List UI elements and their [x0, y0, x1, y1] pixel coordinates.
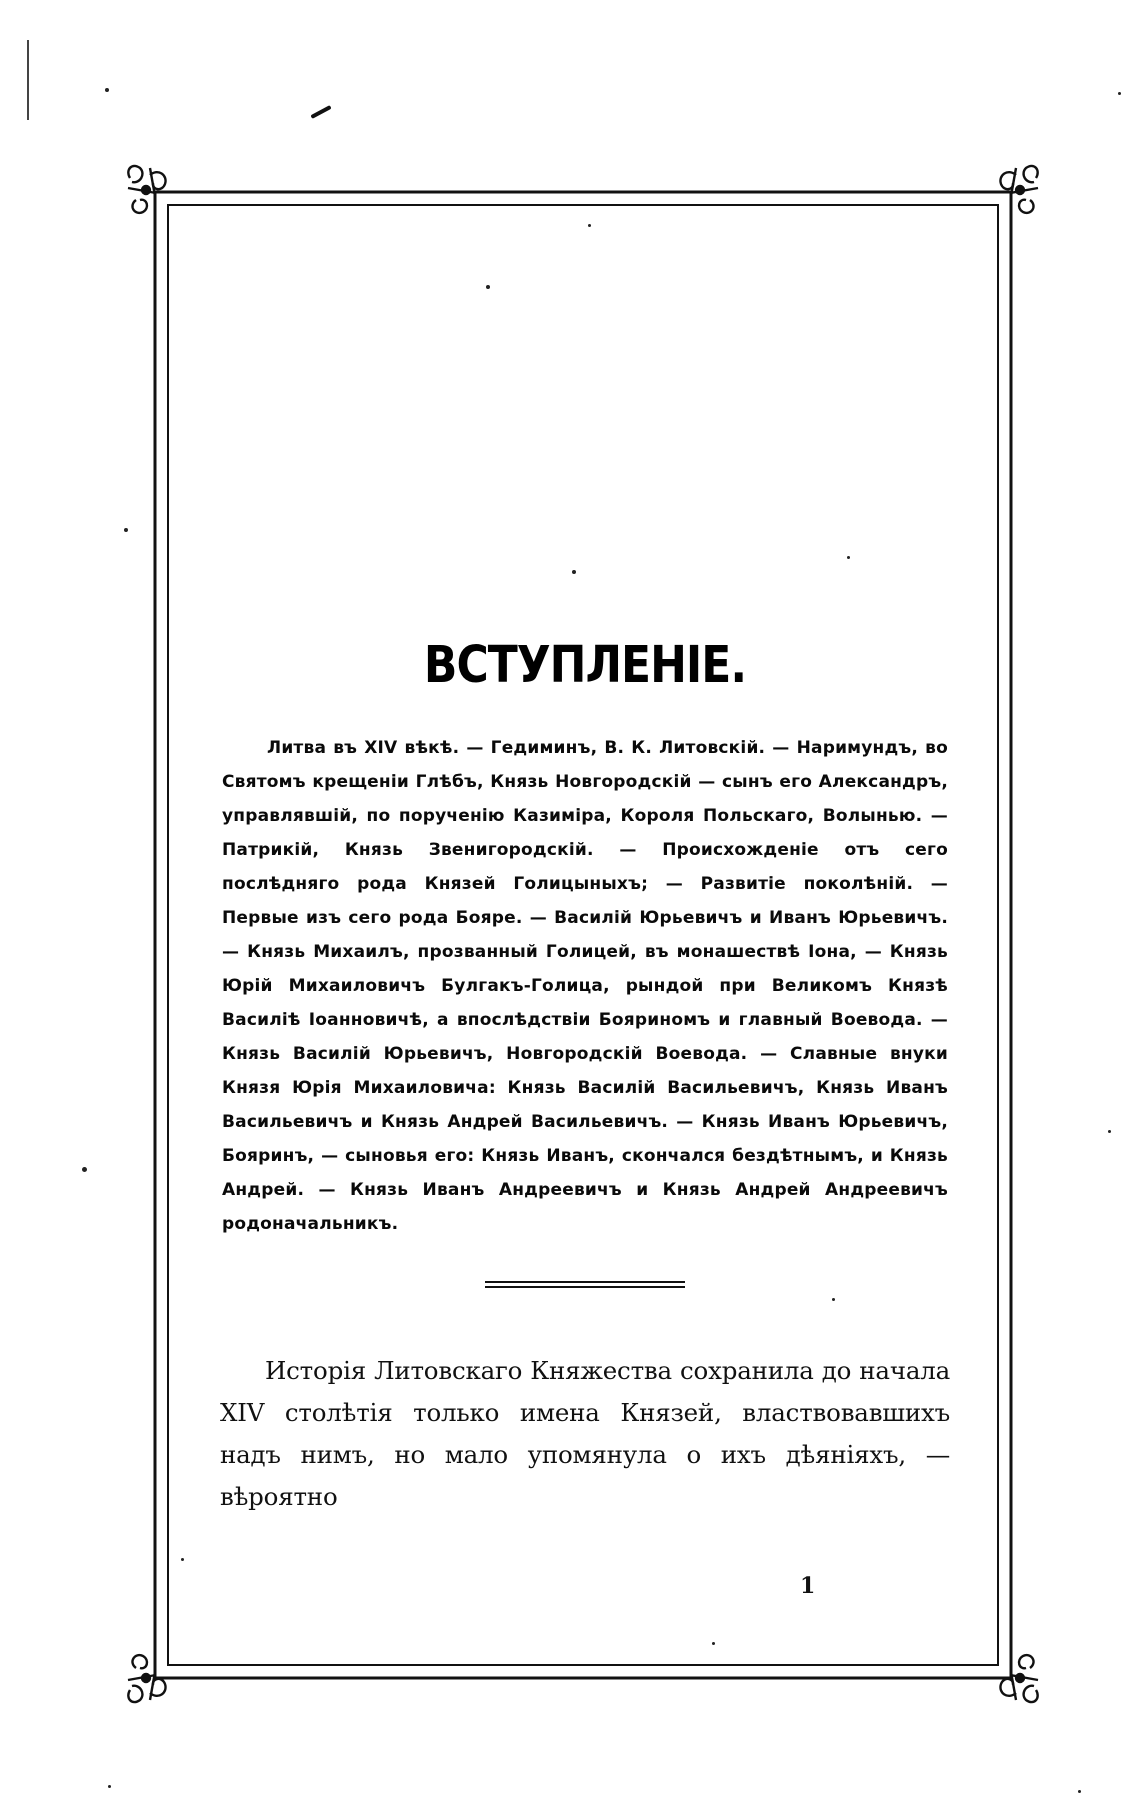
section-divider [485, 1281, 685, 1288]
page-number: 1 [800, 1573, 816, 1599]
page-content [220, 636, 950, 1543]
body-paragraph: Исторія Литовскаго Княжества сохранила до начала XIV столѣтія только имена Князей, властвовавшихъ надъ нимъ, но мало упомянула о ихъ дѣяніяхъ, — вѣроятно [220, 1356, 950, 1511]
chapter-title: ВСТУПЛЕНІЕ. [423, 636, 747, 695]
chapter-summary: Литва въ XIV вѣкѣ. — Гедиминъ, В. К. Литовскій. — Наримундъ, во Святомъ крещеніи Глѣбъ, Князь Новгородскій — сынъ его Александръ, управлявшій, по порученію Казиміра, Короля Польскаго, Волынью. — Патрикій, Князь Звенигородскій. — Происхожденіе отъ сего послѣдняго рода Князей Голицыныхъ; — Развитіе поколѣній. — Первые изъ сего рода Бояре. — Василій Юрьевичъ и Иванъ Юрьевичъ. — Князь Михаилъ, прозванный Голицей, въ монашествѣ Іона, — Князь Юрій Михаиловичъ Булгакъ-Голица, рындой при Великомъ Князѣ Василіѣ Іоанновичѣ, а впослѣдствіи Бояриномъ и главный Воевода. — Князь Василій Юрьевичъ, Новгородскій Воевода. — Славные внуки Князя Юрія Михаиловича: Князь Василій Васильевичъ, Князь Иванъ Васильевичъ и Князь Андрей Васильевичъ. — Князь Иванъ Юрьевичъ, Бояринъ, — сыновья его: Князь Иванъ, скончался бездѣтнымъ, и Князь Андрей. — Князь Иванъ Андреевичъ и Князь Андрей Андреевичъ родоначальникъ. [222, 738, 948, 1234]
